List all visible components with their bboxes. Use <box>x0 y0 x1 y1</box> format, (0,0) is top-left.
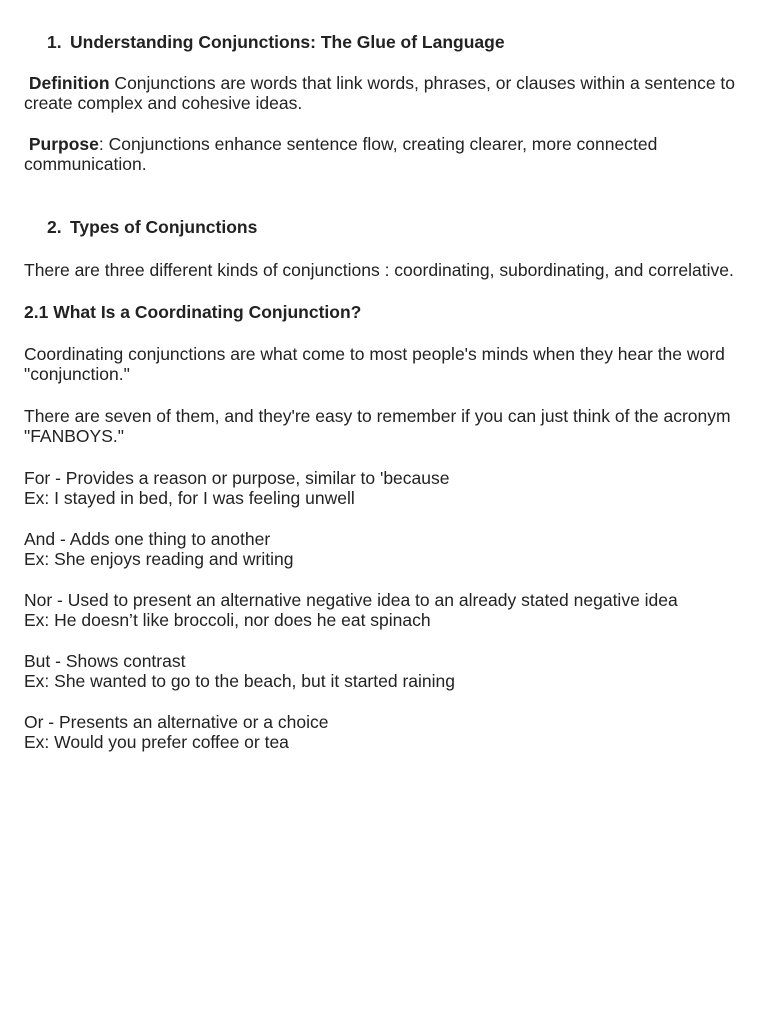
conjunction-definition: But - Shows contrast <box>24 651 186 671</box>
conjunction-example: Ex: She enjoys reading and writing <box>24 549 294 569</box>
conjunction-example: Ex: He doesn’t like broccoli, nor does he eat spinach <box>24 610 431 630</box>
section-2-number: 2. <box>47 217 62 237</box>
conjunction-item-or <box>24 712 744 752</box>
conjunction-item-for <box>24 468 744 508</box>
section-2-title: Types of Conjunctions <box>70 217 258 237</box>
section-1-title: Understanding Conjunctions: The Glue of Language <box>70 32 505 52</box>
subsection-2-1-heading: 2.1 What Is a Coordinating Conjunction? <box>24 302 362 322</box>
conjunction-definition: Nor - Used to present an alternative negative idea to an already stated negative idea <box>24 590 678 610</box>
conjunction-example: Ex: I stayed in bed, for I was feeling unwell <box>24 488 355 508</box>
section-2-heading <box>24 217 744 237</box>
conjunction-definition: And - Adds one thing to another <box>24 529 271 549</box>
purpose-text: : Conjunctions enhance sentence flow, creating clearer, more connected communication. <box>24 134 658 174</box>
conjunction-item-and <box>24 529 744 569</box>
purpose-paragraph <box>24 134 744 174</box>
section-1-number: 1. <box>47 32 62 52</box>
conjunction-definition: Or - Presents an alternative or a choice <box>24 712 329 732</box>
conjunction-example: Ex: Would you prefer coffee or tea <box>24 732 289 752</box>
conjunction-item-nor <box>24 590 744 630</box>
coordinating-paragraph-2: There are seven of them, and they're easy to remember if you can just think of the acronym "FANBOYS." <box>24 406 731 446</box>
definition-text: Conjunctions are words that link words, phrases, or clauses within a sentence to create complex and cohesive ideas. <box>24 73 736 113</box>
section-1-heading <box>24 32 744 52</box>
definition-paragraph <box>24 73 744 113</box>
types-intro-paragraph: There are three different kinds of conjunctions : coordinating, subordinating, and correlative. <box>24 260 734 280</box>
conjunction-item-but <box>24 651 744 691</box>
coordinating-paragraph-1: Coordinating conjunctions are what come to most people's minds when they hear the word "conjunction." <box>24 344 725 384</box>
conjunction-example: Ex: She wanted to go to the beach, but it started raining <box>24 671 455 691</box>
purpose-label: Purpose <box>28 134 99 154</box>
definition-label: Definition <box>28 73 110 93</box>
conjunction-definition: For - Provides a reason or purpose, similar to 'because <box>24 468 450 488</box>
